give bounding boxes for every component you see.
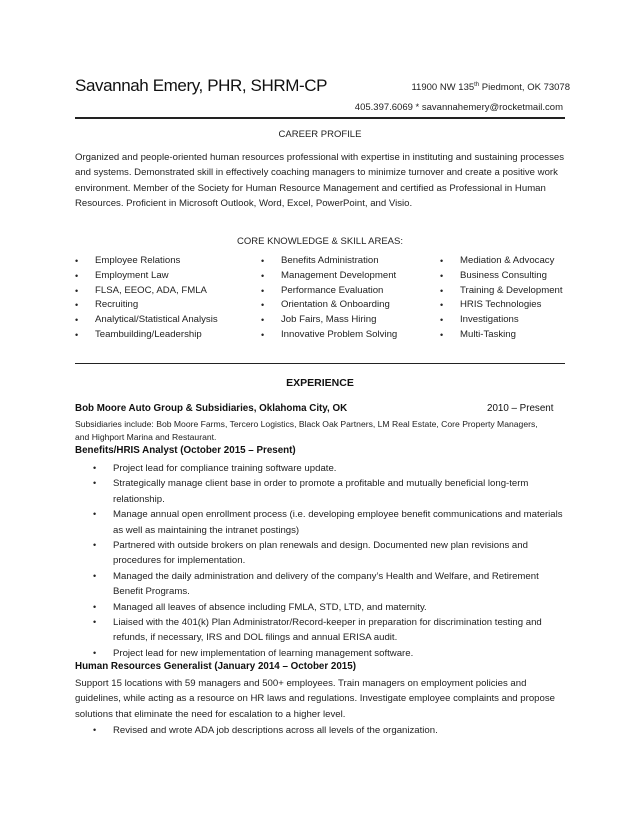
address-suffix: Piedmont, OK 73078 bbox=[479, 82, 570, 94]
skill-item: • Training & Development bbox=[440, 284, 563, 299]
hr-generalist-summary: Support 15 locations with 59 managers and 500+ employees. Train managers on employment policies and guidelines, while acting as a resource on HR laws and regulations. Investigate employee complaints and propose solutions that eliminate the need for escalation to a higher level. bbox=[75, 678, 555, 720]
skill-item: • HRIS Technologies bbox=[440, 298, 563, 313]
bullet-icon: • bbox=[75, 270, 79, 281]
bullet-icon: • bbox=[440, 270, 444, 281]
bullet-icon: • bbox=[261, 285, 265, 296]
candidate-name: Savannah Emery, PHR, SHRM-CP bbox=[75, 76, 328, 95]
job-title-benefits-analyst: Benefits/HRIS Analyst (October 2015 – Present) bbox=[75, 445, 296, 456]
duty-item: • Project lead for new implementation of learning management software. bbox=[75, 646, 565, 661]
career-profile-text: Organized and people-oriented human resources professional with expertise in instituting and sustaining processes and systems. Demonstrated skill in effectively coaching managers to minimize turnover and create a positive work environment. Member of the Society for Human Resource Management and certified as Professional in Human Resources. Proficient in Microsoft Outlook, Word, Excel, PowerPoint, and Visio. bbox=[75, 152, 565, 210]
bullet-icon: • bbox=[93, 509, 97, 520]
bullet-icon: • bbox=[93, 601, 97, 612]
bullet-icon: • bbox=[75, 256, 79, 266]
hr-generalist-duties bbox=[75, 723, 565, 738]
duty-item: • Manage annual open enrollment process (i.e. developing employee benefit communications and materials as well as maintaining the intranet postings) bbox=[93, 509, 563, 536]
skill-item: • Mediation & Advocacy bbox=[440, 254, 563, 269]
bullet-icon: • bbox=[440, 300, 444, 311]
bullet-icon: • bbox=[93, 570, 97, 581]
skill-item: • FLSA, EEOC, ADA, FMLA bbox=[75, 284, 218, 299]
bullet-icon: • bbox=[261, 270, 265, 281]
skill-item: • Innovative Problem Solving bbox=[261, 328, 397, 343]
bullet-icon: • bbox=[261, 300, 265, 311]
skill-item: • Benefits Administration bbox=[261, 254, 397, 269]
skill-item: • Recruiting bbox=[75, 298, 218, 313]
section-divider bbox=[75, 363, 565, 364]
bullet-icon: • bbox=[75, 315, 79, 326]
bullet-icon: • bbox=[440, 256, 444, 266]
skill-item: • Teambuilding/Leadership bbox=[75, 328, 218, 343]
bullet-icon: • bbox=[93, 617, 97, 628]
skill-item: • Orientation & Onboarding bbox=[261, 298, 397, 313]
duty-item: • Revised and wrote ADA job descriptions across all levels of the organization. bbox=[75, 723, 565, 738]
bullet-icon: • bbox=[75, 300, 79, 311]
skill-item: • Employee Relations bbox=[75, 254, 218, 269]
bullet-icon: • bbox=[93, 647, 97, 658]
bullet-icon: • bbox=[75, 285, 79, 296]
duty-item: • Managed the daily administration and delivery of the company’s Health and Welfare, and Retirement Benefit Programs. bbox=[93, 570, 539, 598]
duty-item: • Strategically manage client base in order to promote a profitable and mutually beneficial long-term relationship. bbox=[93, 478, 529, 505]
skill-item: • Management Development bbox=[261, 269, 397, 284]
contact-line: 405.397.6069 * savannahemery@rocketmail.com bbox=[354, 102, 563, 113]
bullet-icon: • bbox=[440, 329, 444, 340]
skills-column-2 bbox=[261, 254, 397, 343]
duty-item: • Partnered with outside brokers on plan renewals and design. Documented new plan revisions and procedures for implementation. bbox=[93, 540, 528, 567]
skill-item: • Job Fairs, Mass Hiring bbox=[261, 313, 397, 328]
bullet-icon: • bbox=[440, 315, 444, 326]
skill-item: • Employment Law bbox=[75, 269, 218, 284]
skill-item: • Multi-Tasking bbox=[440, 328, 563, 343]
bullet-icon: • bbox=[261, 256, 265, 266]
skill-item: • Investigations bbox=[440, 313, 563, 328]
job-title-hr-generalist: Human Resources Generalist (January 2014 – October 2015) bbox=[75, 661, 356, 672]
benefits-analyst-duties bbox=[75, 461, 565, 661]
header-divider bbox=[75, 117, 565, 119]
career-profile-heading: CAREER PROFILE bbox=[278, 129, 362, 140]
address-superscript: th bbox=[474, 82, 480, 88]
duty-item: • Liaised with the 401(k) Plan Administrator/Record-keeper in preparation for discrimination testing and refunds, if necessary, IRS and DOL filings and annual ERISA audit. bbox=[93, 617, 542, 644]
company-name: Bob Moore Auto Group & Subsidiaries, Oklahoma City, OK bbox=[75, 403, 348, 414]
bullet-icon: • bbox=[75, 329, 79, 340]
duty-item: • Project lead for compliance training software update. bbox=[75, 461, 565, 476]
bullet-icon: • bbox=[93, 725, 97, 735]
skill-item: • Analytical/Statistical Analysis bbox=[75, 313, 218, 328]
bullet-icon: • bbox=[261, 315, 265, 326]
bullet-icon: • bbox=[93, 540, 97, 551]
bullet-icon: • bbox=[93, 463, 97, 473]
skill-item: • Business Consulting bbox=[440, 269, 563, 284]
skills-column-1 bbox=[75, 254, 218, 343]
employment-dates: 2010 – Present bbox=[487, 403, 554, 414]
bullet-icon: • bbox=[440, 285, 444, 296]
skills-heading: CORE KNOWLEDGE & SKILL AREAS: bbox=[237, 236, 403, 247]
address-prefix: 11900 NW 135 bbox=[411, 82, 475, 94]
skills-column-3 bbox=[440, 254, 563, 343]
experience-heading: EXPERIENCE bbox=[286, 377, 354, 389]
subsidiaries-note: Subsidiaries include: Bob Moore Farms, Tercero Logistics, Black Oak Partners, LM Real Estate, Core Property Managers, and Highport Marina and Restaurant. bbox=[75, 419, 538, 443]
skill-item: • Performance Evaluation bbox=[261, 284, 397, 299]
bullet-icon: • bbox=[93, 478, 97, 489]
address bbox=[411, 82, 570, 93]
duty-item: • Managed all leaves of absence including FMLA, STD, LTD, and maternity. bbox=[75, 600, 565, 615]
bullet-icon: • bbox=[261, 329, 265, 340]
